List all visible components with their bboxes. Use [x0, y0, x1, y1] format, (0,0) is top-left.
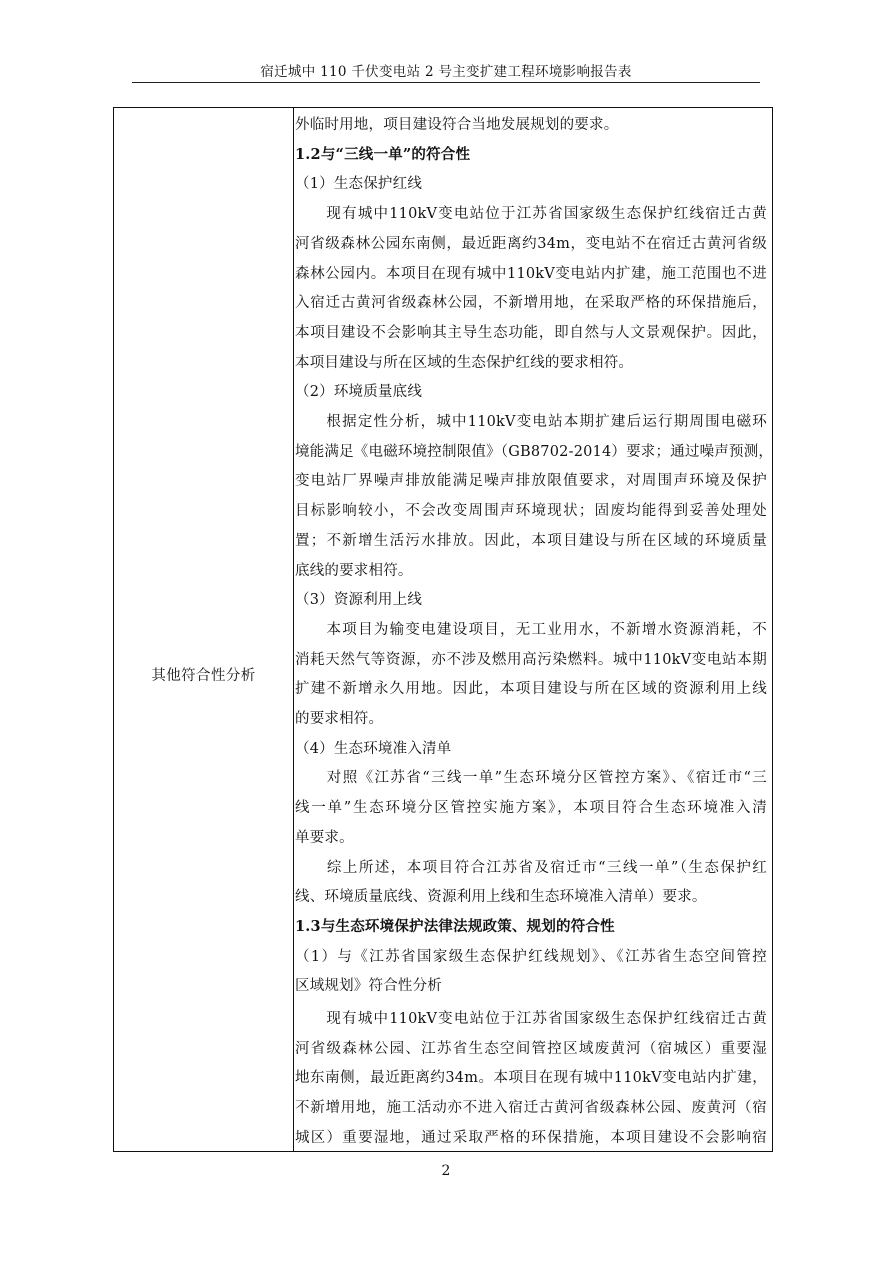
text-line: 目标影响较小，不会改变周围声环境现状；固废均能得到妥善处理处 [295, 503, 767, 520]
text-line: 底线的要求相符。 [295, 562, 413, 579]
text-line: （1）生态保护红线 [295, 176, 423, 193]
page-number: 2 [441, 1163, 451, 1179]
text-line: 森林公园内。本项目在现有城中110kV变电站内扩建，施工范围也不进 [295, 265, 767, 282]
text-line: （2）环境质量底线 [295, 384, 423, 401]
text-line: 区域规划》符合性分析 [295, 978, 442, 995]
document-header-title: 宿迁城中 110 千伏变电站 2 号主变扩建工程环境影响报告表 [260, 64, 632, 80]
section-heading: 1.3与生态环境保护法律法规政策、规划的符合性 [295, 917, 615, 935]
text-line: 河省级森林公园、江苏省生态空间管控区域废黄河（宿城区）重要湿 [295, 1040, 767, 1057]
text-line: 根据定性分析，城中110kV变电站本期扩建后运行期周围电磁环 [295, 414, 767, 430]
text-line: 对照《江苏省“三线一单”生态环境分区管控方案》、《宿迁市“三 [295, 770, 767, 787]
text-line: 的要求相符。 [295, 711, 384, 727]
text-line: 现有城中110kV变电站位于江苏省国家级生态保护红线宿迁古黄 [295, 1011, 767, 1027]
text-line: 境能满足《电磁环境控制限值》（GB8702-2014）要求；通过噪声预测， [295, 443, 774, 460]
text-line: 变电站厂界噪声排放能满足噪声排放限值要求，对周围声环境及保护 [295, 473, 767, 490]
text-line: 河省级森林公园东南侧，最近距离约34m，变电站不在宿迁古黄河省级 [295, 235, 767, 252]
text-line: 本项目为输变电建设项目，无工业用水，不新增水资源消耗，不 [295, 621, 767, 638]
left-column [114, 108, 294, 1151]
header-rule [132, 82, 760, 83]
text-line: 外临时用地，项目建设符合当地发展规划的要求。 [295, 117, 619, 133]
text-line: 入宿迁古黄河省级森林公园，不新增用地，在采取严格的环保措施后， [295, 295, 767, 312]
text-line: 扩建不新增永久用地。因此，本项目建设与所在区域的资源利用上线 [295, 681, 767, 698]
content-column [295, 108, 774, 1151]
section-heading: 1.2与“三线一单”的符合性 [295, 145, 471, 163]
text-line: 本项目建设与所在区域的生态保护红线的要求相符。 [295, 354, 634, 371]
text-line: 单要求。 [295, 829, 354, 846]
text-line: 置；不新增生活污水排放。因此，本项目建设与所在区域的环境质量 [295, 532, 767, 549]
text-line: （3）资源利用上线 [295, 592, 423, 609]
text-line: 线一单”生态环境分区管控实施方案》，本项目符合生态环境准入清 [295, 800, 767, 817]
text-line: 现有城中110kV变电站位于江苏省国家级生态保护红线宿迁古黄 [295, 206, 767, 223]
text-line: 城区）重要湿地，通过采取严格的环保措施，本项目建设不会影响宿 [295, 1129, 767, 1146]
text-line: （4）生态环境准入清单 [295, 740, 452, 757]
text-line: 消耗天然气等资源，亦不涉及燃用高污染燃料。城中110kV变电站本期 [295, 651, 767, 668]
row-label: 其他符合性分析 [151, 668, 256, 684]
text-line: 线、环境质量底线、资源利用上线和生态环境准入清单）要求。 [295, 889, 707, 906]
text-line: 不新增用地，施工活动亦不进入宿迁古黄河省级森林公园、废黄河（宿 [295, 1100, 767, 1117]
text-line: 综上所述，本项目符合江苏省及宿迁市“三线一单”（生态保护红 [295, 859, 767, 876]
text-line: （1）与《江苏省国家级生态保护红线规划》、《江苏省生态空间管控 [295, 948, 767, 965]
text-line: 地东南侧，最近距离约34m。本项目在现有城中110kV变电站内扩建， [295, 1070, 767, 1087]
text-line: 本项目建设不会影响其主导生态功能，即自然与人文景观保护。因此， [295, 324, 767, 341]
analysis-table [113, 107, 773, 1152]
